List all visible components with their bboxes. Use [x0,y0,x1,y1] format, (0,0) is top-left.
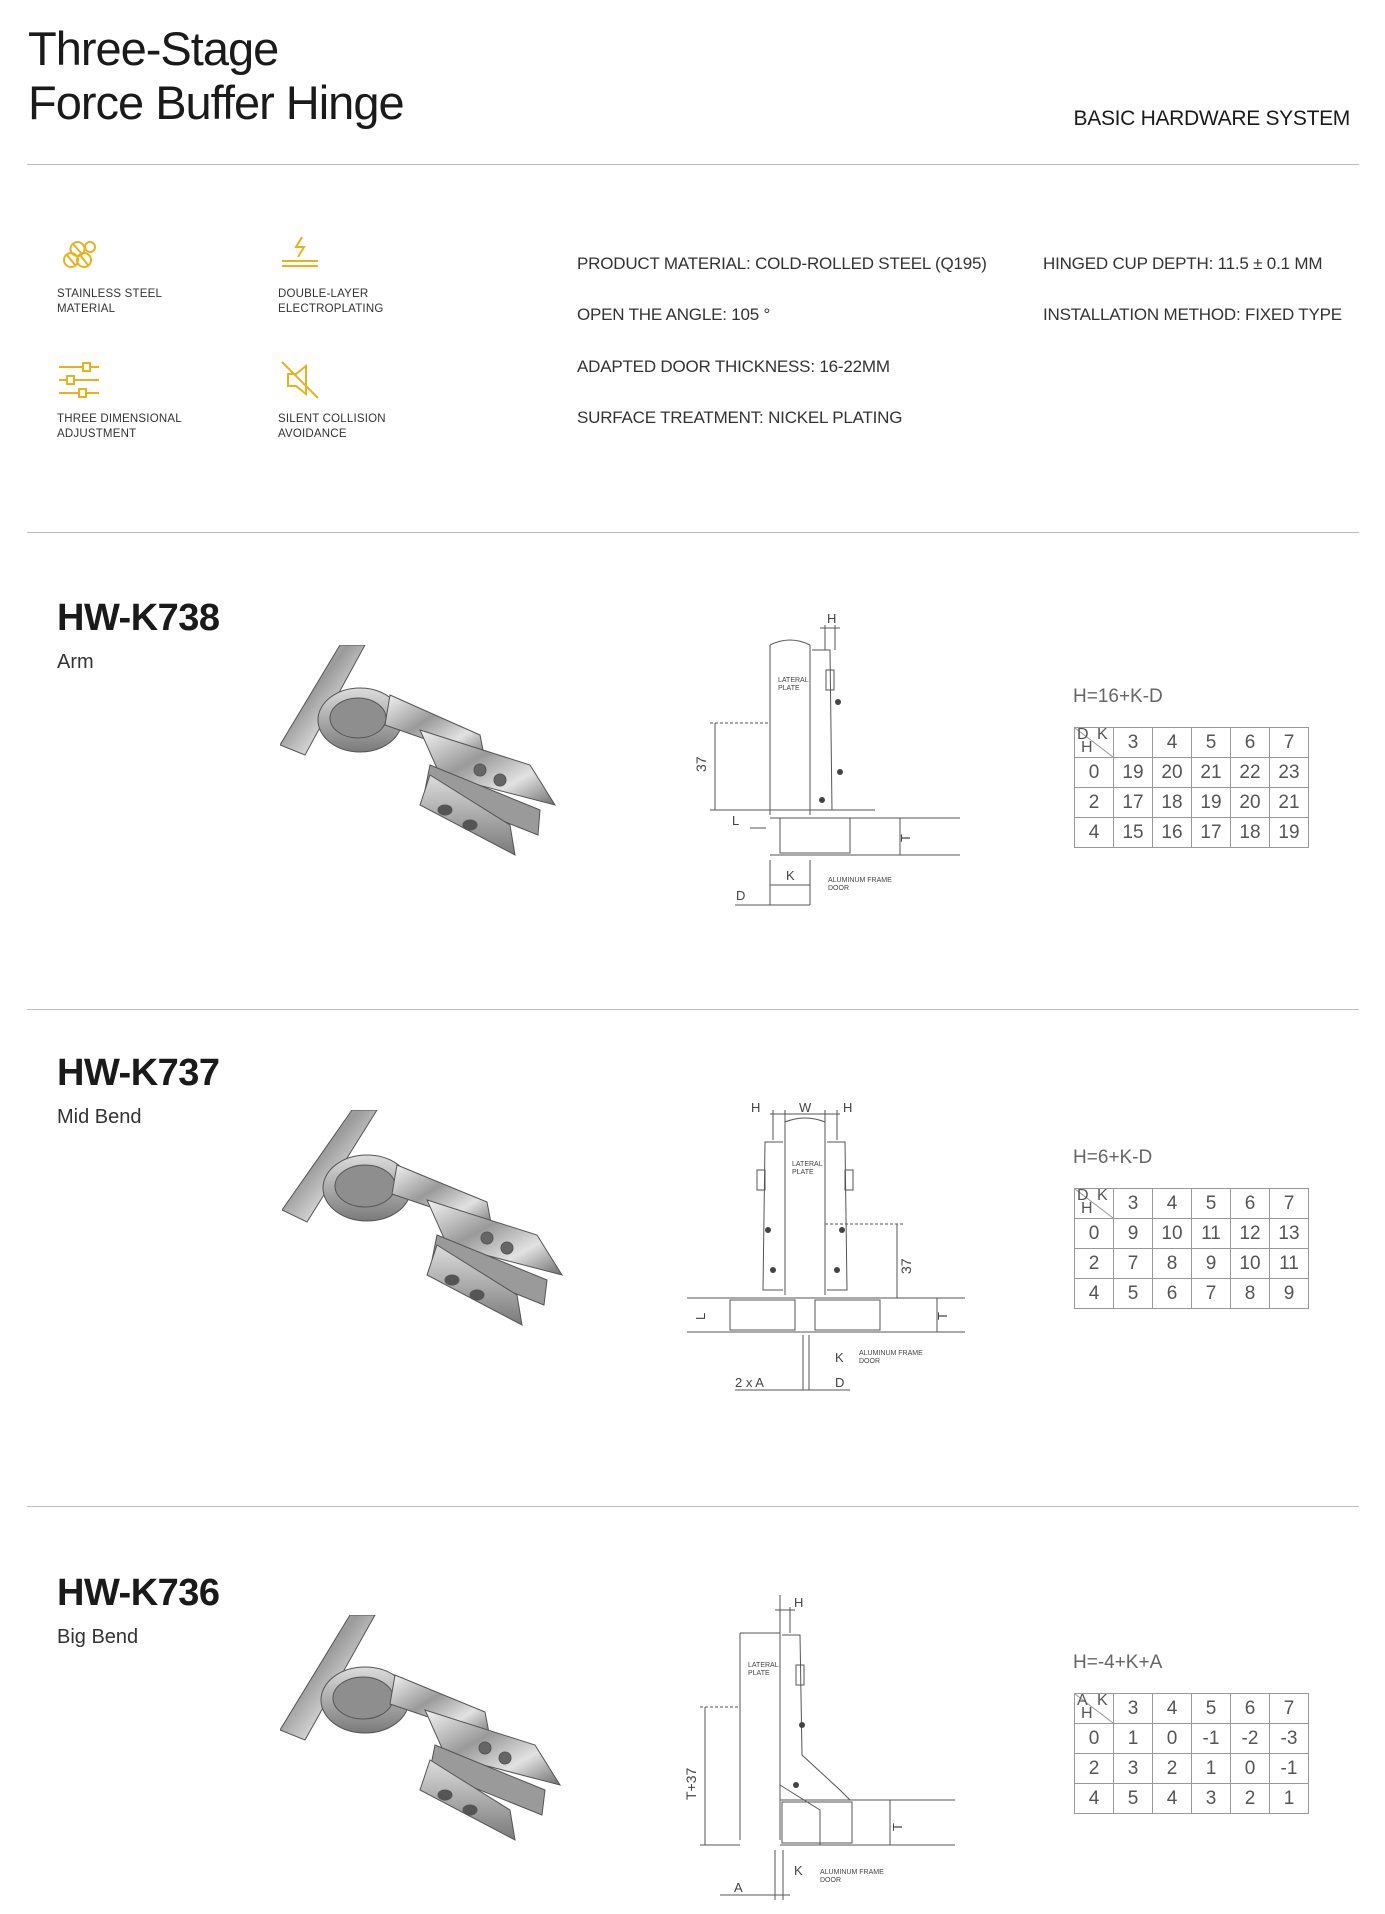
lateral-plate-label: LATERAL [792,1161,823,1168]
table-header-cell: 6 [1231,1694,1270,1724]
dim-k-label: K [786,868,795,883]
dim-t-label: T [890,1823,905,1831]
table-header-cell: 3 [1114,1189,1153,1219]
feature-silent [278,358,448,442]
dim-d-label: D [835,1375,845,1390]
divider [27,164,1359,165]
table-header-cell: 7 [1270,1694,1309,1724]
frame-door-label: ALUMINUM FRAME [859,1350,923,1357]
hinge-photo [282,1110,582,1350]
mute-icon [278,358,322,402]
table-header-cell: 3 [1114,1694,1153,1724]
table-row: 0 9 10 11 12 13 [1075,1219,1309,1249]
model-type: Big Bend [57,1626,139,1648]
table-corner: D K H [1075,1189,1114,1219]
spec-install: INSTALLATION METHOD: FIXED TYPE [1043,305,1342,324]
dim-d-label: D [736,888,746,903]
dim-h-label: H [843,1100,853,1115]
divider [27,1506,1359,1507]
table-row: 2 3 2 1 0 -1 [1075,1754,1309,1784]
formula: H=16+K-D [1073,686,1163,707]
table-header-cell: 5 [1192,1694,1231,1724]
table-row: 2 17 18 19 20 21 [1075,788,1309,818]
frame-door-label: ALUMINUM FRAME [828,877,892,884]
formula: H=6+K-D [1073,1147,1153,1168]
spec-angle: OPEN THE ANGLE: 105 ° [577,305,771,324]
lateral-plate-label: LATERAL [778,677,809,684]
installation-diagram [680,1595,955,1910]
hinge-photo [280,1615,580,1855]
table-header-cell: 4 [1153,1189,1192,1219]
adjustment-table [1074,727,1309,848]
feature-stainless-steel [57,233,227,317]
dim-h-label: H [794,1595,804,1610]
svg-text:DOOR: DOOR [828,885,849,892]
dim-37-label: 37 [693,756,709,772]
model-name: HW-K737 [57,1052,220,1094]
table-header-cell: 5 [1192,1189,1231,1219]
table-header-cell: 7 [1270,728,1309,758]
table-row: 2 7 8 9 10 11 [1075,1249,1309,1279]
svg-text:DOOR: DOOR [859,1358,880,1365]
table-header-cell: 4 [1153,728,1192,758]
dim-t-label: T [898,834,913,842]
steel-rods-icon [57,233,101,277]
adjustment-table [1074,1693,1309,1814]
adjustment-table [1074,1188,1309,1309]
table-row: 4 5 6 7 8 9 [1075,1279,1309,1309]
formula: H=-4+K+A [1073,1652,1163,1673]
hinge-photo [280,645,580,885]
model-name: HW-K736 [57,1572,220,1614]
dim-l-label: L [732,813,740,828]
table-row: 0 19 20 21 22 23 [1075,758,1309,788]
svg-text:PLATE: PLATE [748,1670,770,1677]
model-type: Arm [57,651,94,673]
feature-label: DOUBLE-LAYER ELECTROPLATING [278,288,384,315]
model-name: HW-K738 [57,597,220,639]
table-corner: D K H [1075,728,1114,758]
table-header-cell: 5 [1192,728,1231,758]
dim-w-label: W [799,1100,812,1115]
electroplating-icon [278,233,322,277]
spec-surface: SURFACE TREATMENT: NICKEL PLATING [577,408,903,427]
table-header-cell: 7 [1270,1189,1309,1219]
feature-electroplating [278,233,448,317]
installation-diagram [690,610,960,915]
dim-a-label: A [734,1880,743,1895]
svg-text:PLATE: PLATE [778,685,800,692]
model-type: Mid Bend [57,1106,142,1128]
table-corner: A K H [1075,1694,1114,1724]
dim-h-label: H [827,611,837,626]
table-header-cell: 4 [1153,1694,1192,1724]
lateral-plate-label: LATERAL [748,1662,779,1669]
spec-material: PRODUCT MATERIAL: COLD-ROLLED STEEL (Q195) [577,254,987,273]
spec-thickness: ADAPTED DOOR THICKNESS: 16-22MM [577,357,890,376]
title-line-2: Force Buffer Hinge [28,76,404,129]
dim-a-label: 2 x A [735,1375,764,1390]
feature-label: THREE DIMENSIONAL ADJUSTMENT [57,413,182,440]
feature-label: SILENT COLLISION AVOIDANCE [278,413,386,440]
spec-cup-depth: HINGED CUP DEPTH: 11.5 ± 0.1 MM [1043,254,1323,273]
table-header-cell: 6 [1231,728,1270,758]
title-line-1: Three-Stage [28,22,279,75]
divider [27,532,1359,533]
frame-door-label: ALUMINUM FRAME [820,1869,884,1876]
dim-t-label: T [935,1312,950,1320]
dim-h-label: H [751,1100,761,1115]
dim-t37-label: T+37 [683,1767,699,1800]
dim-37-label: 37 [898,1258,914,1274]
feature-label: STAINLESS STEEL MATERIAL [57,288,163,315]
dim-k-label: K [794,1863,803,1878]
installation-diagram [675,1100,965,1400]
sliders-icon [57,358,101,402]
divider [27,1009,1359,1010]
feature-3d-adjustment [57,358,227,442]
table-header-cell: 3 [1114,728,1153,758]
svg-text:DOOR: DOOR [820,1877,841,1884]
svg-text:PLATE: PLATE [792,1169,814,1176]
table-row: 4 15 16 17 18 19 [1075,818,1309,848]
page-subtitle: BASIC HARDWARE SYSTEM [1073,107,1350,130]
table-row: 4 5 4 3 2 1 [1075,1784,1309,1814]
page-title [28,22,404,130]
table-header-cell: 6 [1231,1189,1270,1219]
dim-k-label: K [835,1350,844,1365]
dim-l-label: L [693,1312,708,1320]
table-row: 0 1 0 -1 -2 -3 [1075,1724,1309,1754]
